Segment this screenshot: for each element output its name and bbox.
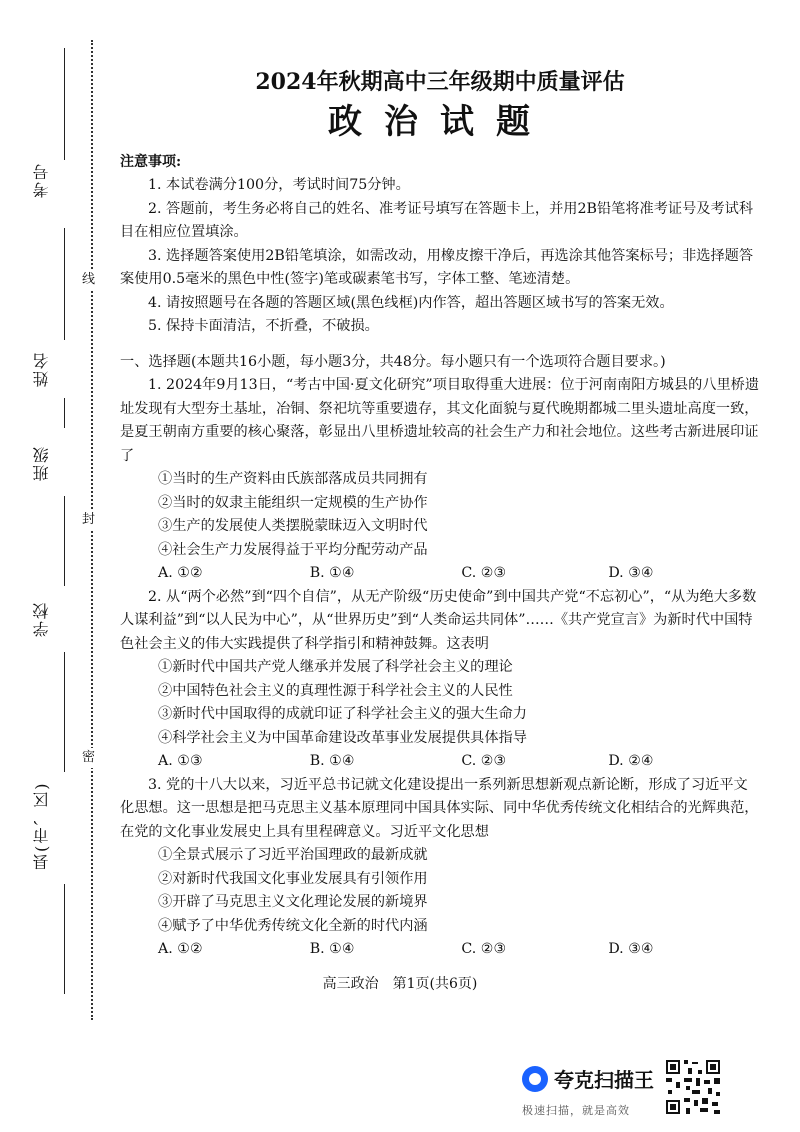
question-option: ②当时的奴隶主能组织一定规模的生产协作 [158,494,428,511]
question [120,586,760,774]
seal-dotted-line [91,40,93,1020]
field-line [64,48,65,160]
question-option: ④赋予了中华优秀传统文化全新的时代内涵 [158,917,428,934]
choice-a: A. ①② [158,941,203,957]
question-option: ②中国特色社会主义的真理性源于科学社会主义的人民性 [158,682,513,699]
seal-mark-secret: 密 [82,748,95,768]
choice-d: D. ③④ [608,565,654,581]
exam-title: 2024年秋期高中三年级期中质量评估 [255,69,625,95]
notice-item: 1. 本试卷满分100分，考试时间75分钟。 [148,177,410,193]
field-county: 县(市、区) [32,781,51,871]
field-line [64,496,65,586]
field-exam-number: 考号 [32,162,51,198]
answer-choices [120,938,760,962]
scanner-slogan: 极速扫描，就是高效 [522,1104,630,1117]
choice-d: D. ③④ [608,941,654,957]
choice-b: B. ①④ [309,565,355,581]
question-option: ③生产的发展使人类摆脱蒙昧迈入文明时代 [158,518,428,534]
field-line [64,398,65,428]
subject-title: 政治试题 [328,102,552,142]
notice-heading: 注意事项: [120,154,182,170]
notice-item: 3. 选择题答案使用2B铅笔填涂，如需改动，用橡皮擦干净后，再选涂其他答案标号；非选择题答案使用0.5毫米的黑色中性(签字)笔或碳素笔书写，字体工整、笔迹清楚。 [120,247,754,287]
choice-b: B. ①④ [309,941,355,957]
question-option: ①全景式展示了习近平治国理政的最新成就 [158,847,428,863]
notice-item: 4. 请按照题号在各题的答题区域(黑色线框)内作答，超出答题区域书写的答案无效。 [148,294,674,311]
choice-c: C. ②③ [461,941,507,957]
question-option: ③开辟了马克思主义文化理论发展的新境界 [158,894,428,910]
notice-item: 2. 答题前，考生务必将自己的姓名、准考证号填写在答题卡上，并用2B铅笔将准考证号及考试科目在相应位置填涂。 [120,200,754,240]
question-option: ①新时代中国共产党人继承并发展了科学社会主义的理论 [158,659,513,675]
question [120,374,760,586]
page-footer: 高三政治 第1页(共6页) [322,976,478,992]
scanner-name: 夸克扫描王 [554,1068,654,1092]
question-option: ③新时代中国取得的成就印证了科学社会主义的强大生命力 [158,706,527,722]
scanner-watermark [522,1058,782,1122]
answer-choices [120,562,760,586]
choice-a: A. ①② [158,565,203,581]
question-option: ④科学社会主义为中国革命建设改革事业发展提供具体指导 [158,729,527,746]
choice-a: A. ①③ [158,753,203,769]
answer-choices [120,750,760,774]
field-line [64,228,65,340]
question-option: ①当时的生产资料由氏族部落成员共同拥有 [158,471,428,487]
binding-strip [0,0,110,1132]
choice-d: D. ②④ [608,753,654,769]
scanner-logo-icon [522,1066,548,1092]
choice-c: C. ②③ [461,753,507,769]
exam-content [120,66,760,962]
notice-item: 5. 保持卡面清洁，不折叠，不破损。 [148,318,379,334]
field-line [64,652,65,772]
question-option: ②对新时代我国文化事业发展具有引领作用 [158,870,428,887]
field-school: 学校 [32,601,51,637]
question-stem: 2. 从“两个必然”到“四个自信”，从无产阶级“历史使命”到中国共产党“不忘初心”，“从为绝大多数人谋利益”到“以人民为中心”，从“世界历史”到“人类命运共同体”……《共产党宣言》为新时代中国特色社会主义的伟大实践提供了科学指引和精神鼓舞。这表明 [120,588,757,652]
question-stem: 1. 2024年9月13日，“考古中国·夏文化研究”项目取得重大进展：位于河南南阳方城县的八里桥遗址发现有大型夯土基址，冶铜、祭祀坑等重要遗存，其文化面貌与夏代晚期都城二里头遗址高度一致，是夏王朝南方重要的核心聚落，彰显出八里桥遗址较高的社会生产力和社会地位。这些考古新进展印证了 [120,377,760,464]
choice-c: C. ②③ [461,565,507,581]
qr-code-icon [664,1058,722,1116]
seal-mark-seal: 封 [82,510,95,530]
section-heading: 一、选择题(本题共16小题，每小题3分，共48分。每小题只有一个选项符合题目要求。) [120,353,666,370]
field-name: 姓名 [32,351,51,387]
seal-mark-line: 线 [82,270,95,290]
question-option: ④社会生产力发展得益于平均分配劳动产品 [158,541,428,558]
field-class: 班级 [32,445,51,481]
question [120,774,760,962]
choice-b: B. ①④ [309,753,355,769]
question-stem: 3. 党的十八大以来，习近平总书记就文化建设提出一系列新思想新观点新论断，形成了习近平文化思想。这一思想是把马克思主义基本原理同中国具体实际、同中华优秀传统文化相结合的光辉典范，在党的文化事业发展史上具有里程碑意义。习近平文化思想 [120,776,759,840]
